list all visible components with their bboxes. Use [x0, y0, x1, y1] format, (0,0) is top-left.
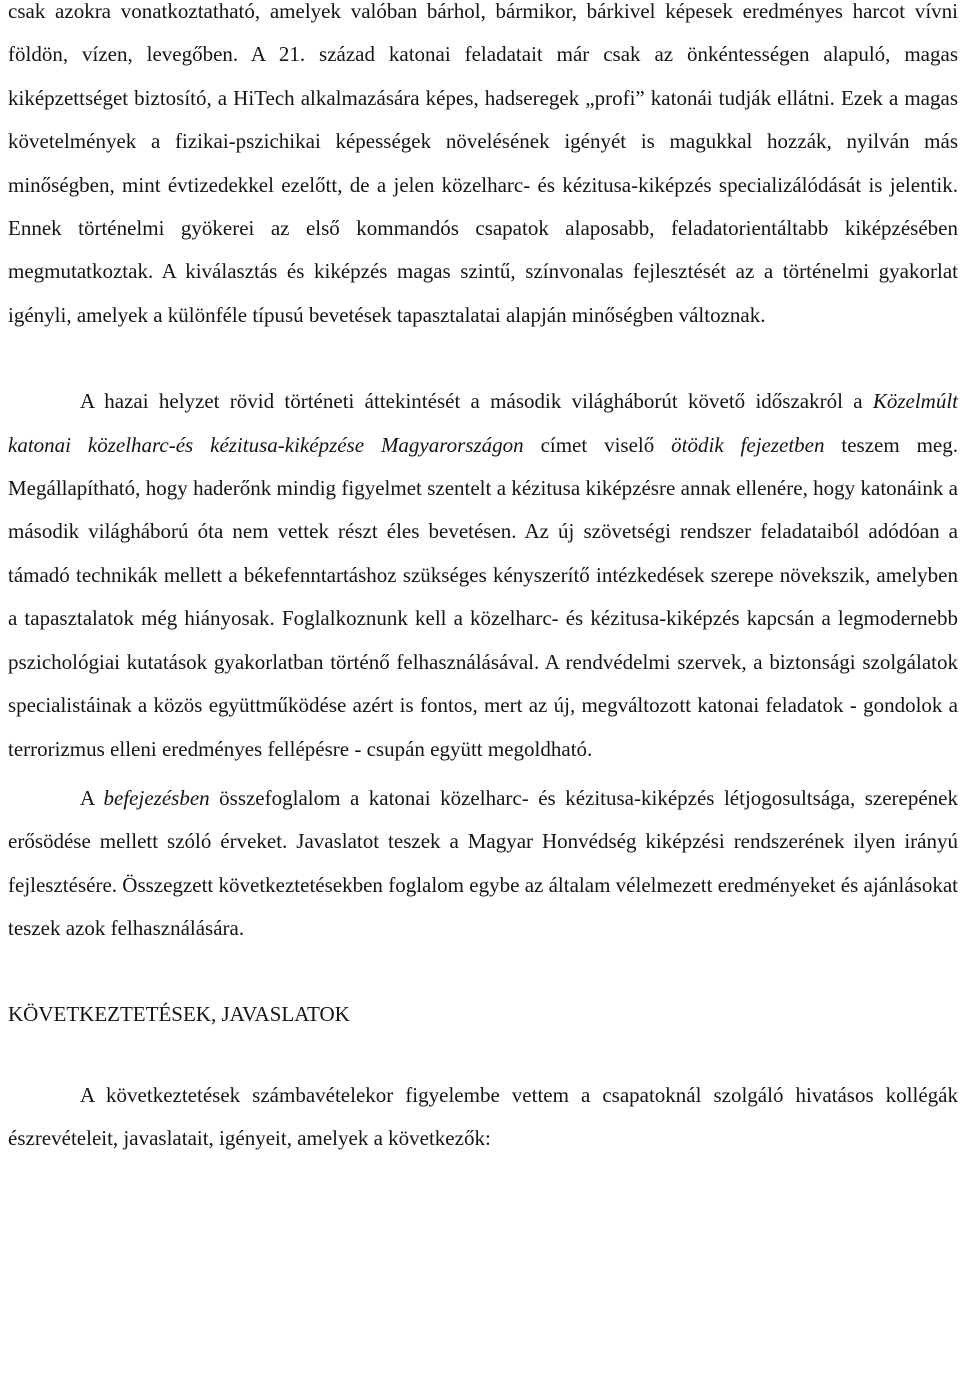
italic-conclusion-word: befejezésben	[103, 785, 210, 810]
paragraph-conclusion-summary	[8, 777, 958, 951]
italic-chapter-reference: ötödik fejezetben	[671, 432, 825, 457]
paragraph-history-overview	[8, 380, 958, 771]
paragraph-recommendations-intro: A következtetések számbavételekor figyelembe vettem a csapatoknál szolgáló hivatásos kollégák észrevételeit, javaslatait, igényeit, amelyek a következők:	[8, 1082, 958, 1151]
paragraph-text: A hazai helyzet rövid történeti áttekintését a második világháborút követő időszakról a	[80, 389, 873, 414]
section-heading: KÖVETKEZTETÉSEK, JAVASLATOK	[8, 1001, 350, 1026]
paragraph-text: címet viselő	[523, 432, 672, 457]
paragraph-text: összefoglalom a katonai közelharc- és kézitusa-kiképzés létjogosultsága, szerepének erősödése mellett szóló érveket. Javaslatot teszek a Magyar Honvédség kiképzési rendszerének ilyen irányú fejlesztésére. Összegzett következtetésekben foglalom egybe az általam vélelmezett eredményeket és ajánlásokat teszek azok felhasználására.	[8, 785, 958, 941]
paragraph-intro-continuation: csak azokra vonatkoztatható, amelyek valóban bárhol, bármikor, bárkivel képesek eredményes harcot vívni földön, vízen, levegőben. A 21. század katonai feladatait már csak az önkéntességen alapuló, magas kiképzettséget biztosító, a HiTech alkalmazására képes, hadseregek „profi” katonái tudják ellátni. Ezek a magas követelmények a fizikai-pszichikai képességek növelésének igényét is magukkal hozzák, nyilván más minőségben, mint évtizedekkel ezelőtt, de a jelen közelharc- és kézitusa-kiképzés specializálódását is jelentik. Ennek történelmi gyökerei az első kommandós csapatok alaposabb, feladatorientáltabb kiképzésében megmutatkoztak. A kiválasztás és kiképzés magas szintű, színvonalas fejlesztését az a történelmi gyakorlat igényli, amelyek a különféle típusú bevetések tapasztalatai alapján minőségben változnak.	[8, 0, 958, 327]
document-page	[8, 0, 958, 1161]
paragraph-text: teszem meg. Megállapítható, hogy haderőnk mindig figyelmet szentelt a kézitusa kiképzésre annak ellenére, hogy katonáink a második világháború óta nem vettek részt éles bevetésen. Az új szövetségi rendszer feladataiból adódóan a támadó technikák mellett a békefenntartáshoz szükséges kényszerítő intézkedések szerepe növekszik, amelyben a tapasztalatok még hiányosak. Foglalkoznunk kell a közelharc- és kézitusa-kiképzés kapcsán a legmodernebb pszichológiai kutatások gyakorlatban történő felhasználásával. A rendvédelmi szervek, a biztonsági szolgálatok specialistáinak a közös együttműködése azért is fontos, mert az új, megváltozott katonai feladatok - gondolok a terrorizmus elleni eredményes fellépésre - csupán együtt megoldható.	[8, 432, 958, 761]
paragraph-text: A	[80, 785, 104, 810]
italic-chapter-title: Közelmúlt katonai közelharc-és kézitusa-kiképzése Magyarországon	[8, 389, 958, 457]
